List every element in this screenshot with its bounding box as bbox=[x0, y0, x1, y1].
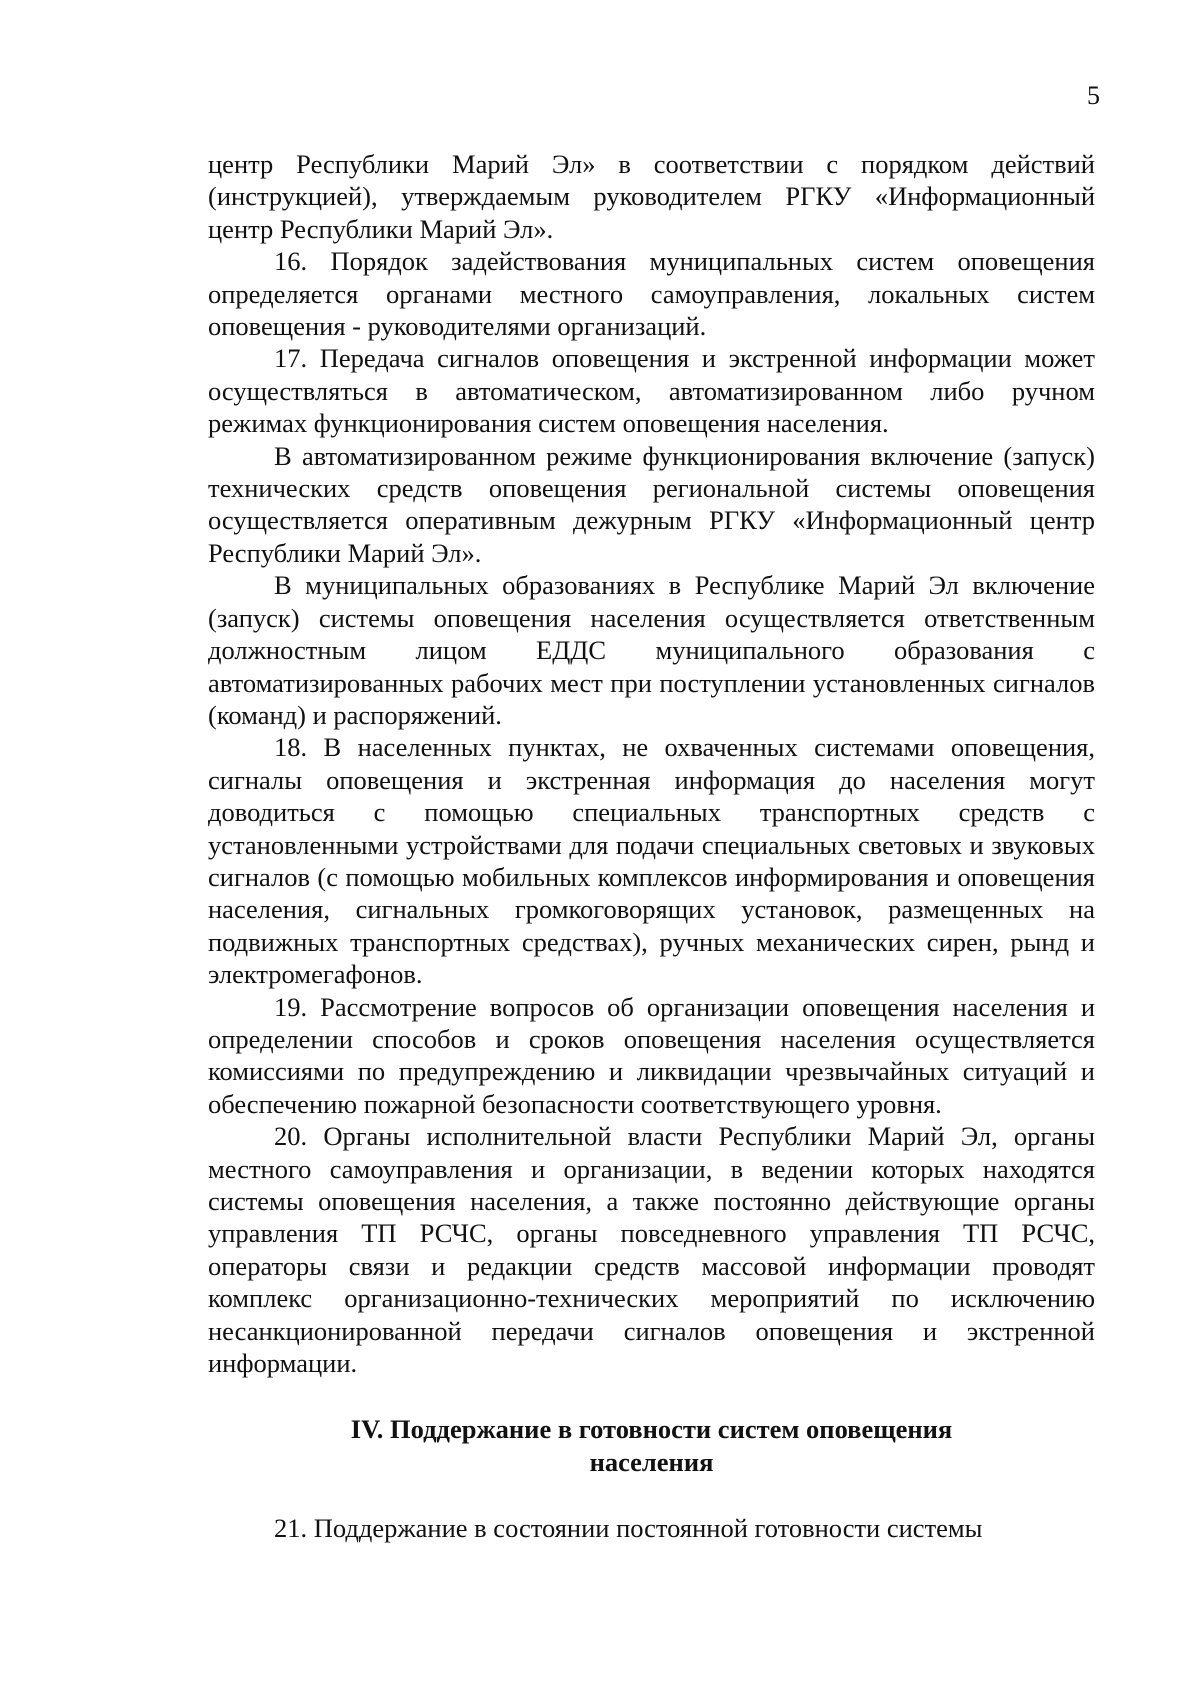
paragraph-item-20: 20. Органы исполнительной власти Республики Марий Эл, органы местного самоуправления и организации, в ведении которых находятся системы оповещения населения, а также постоянно действующие органы управления ТП РСЧС, органы повседневного управления ТП РСЧС, операторы связи и редакции средств массовой информации проводят комплекс организационно-технических мероприятий по исключению несанкционированной передачи сигналов оповещения и экстренной информации. bbox=[208, 1121, 1095, 1379]
paragraph-automated-mode: В автоматизированном режиме функционирования включение (запуск) технических средств оповещения региональной системы оповещения осуществляется оперативным дежурным РГКУ «Информационный центр Республики Марий Эл». bbox=[208, 440, 1095, 568]
paragraph-continuation: центр Республики Марий Эл» в соответствии с порядком действий (инструкцией), утверждаемым руководителем РГКУ «Информационный центр Республики Марий Эл». bbox=[208, 149, 1095, 244]
document-body bbox=[208, 148, 1095, 1545]
paragraph-item-18: 18. В населенных пунктах, не охваченных системами оповещения, сигналы оповещения и экстренная информация до населения могут доводиться с помощью специальных транспортных средств с установленными устройствами для подачи специальных световых и звуковых сигналов (с помощью мобильных комплексов информирования и оповещения населения, сигнальных громкоговорящих установок, размещенных на подвижных транспортных средствах), ручных механических сирен, рынд и электромегафонов. bbox=[208, 732, 1095, 990]
paragraph-item-16: 16. Порядок задействования муниципальных систем оповещения определяется органами местного самоуправления, локальных систем оповещения - руководителями организаций. bbox=[208, 246, 1095, 342]
paragraph-item-21: 21. Поддержание в состоянии постоянной готовности системы bbox=[274, 1513, 983, 1544]
page-number: 5 bbox=[1087, 81, 1100, 110]
section-heading: IV. Поддержание в готовности систем оповещения населения bbox=[350, 1414, 953, 1477]
paragraph-municipal: В муниципальных образованиях в Республике Марий Эл включение (запуск) системы оповещения населения осуществляется ответственным должностным лицом ЕДДС муниципального образования с автоматизированных рабочих мест при поступлении установленных сигналов (команд) и распоряжений. bbox=[208, 570, 1095, 730]
paragraph-item-19: 19. Рассмотрение вопросов об организации оповещения населения и определении способов и сроков оповещения населения осуществляется комиссиями по предупреждению и ликвидации чрезвычайных ситуаций и обеспечению пожарной безопасности соответствующего уровня. bbox=[208, 991, 1095, 1119]
paragraph-item-17: 17. Передача сигналов оповещения и экстренной информации может осуществляться в автоматическом, автоматизированном либо ручном режимах функционирования систем оповещения населения. bbox=[208, 343, 1095, 439]
